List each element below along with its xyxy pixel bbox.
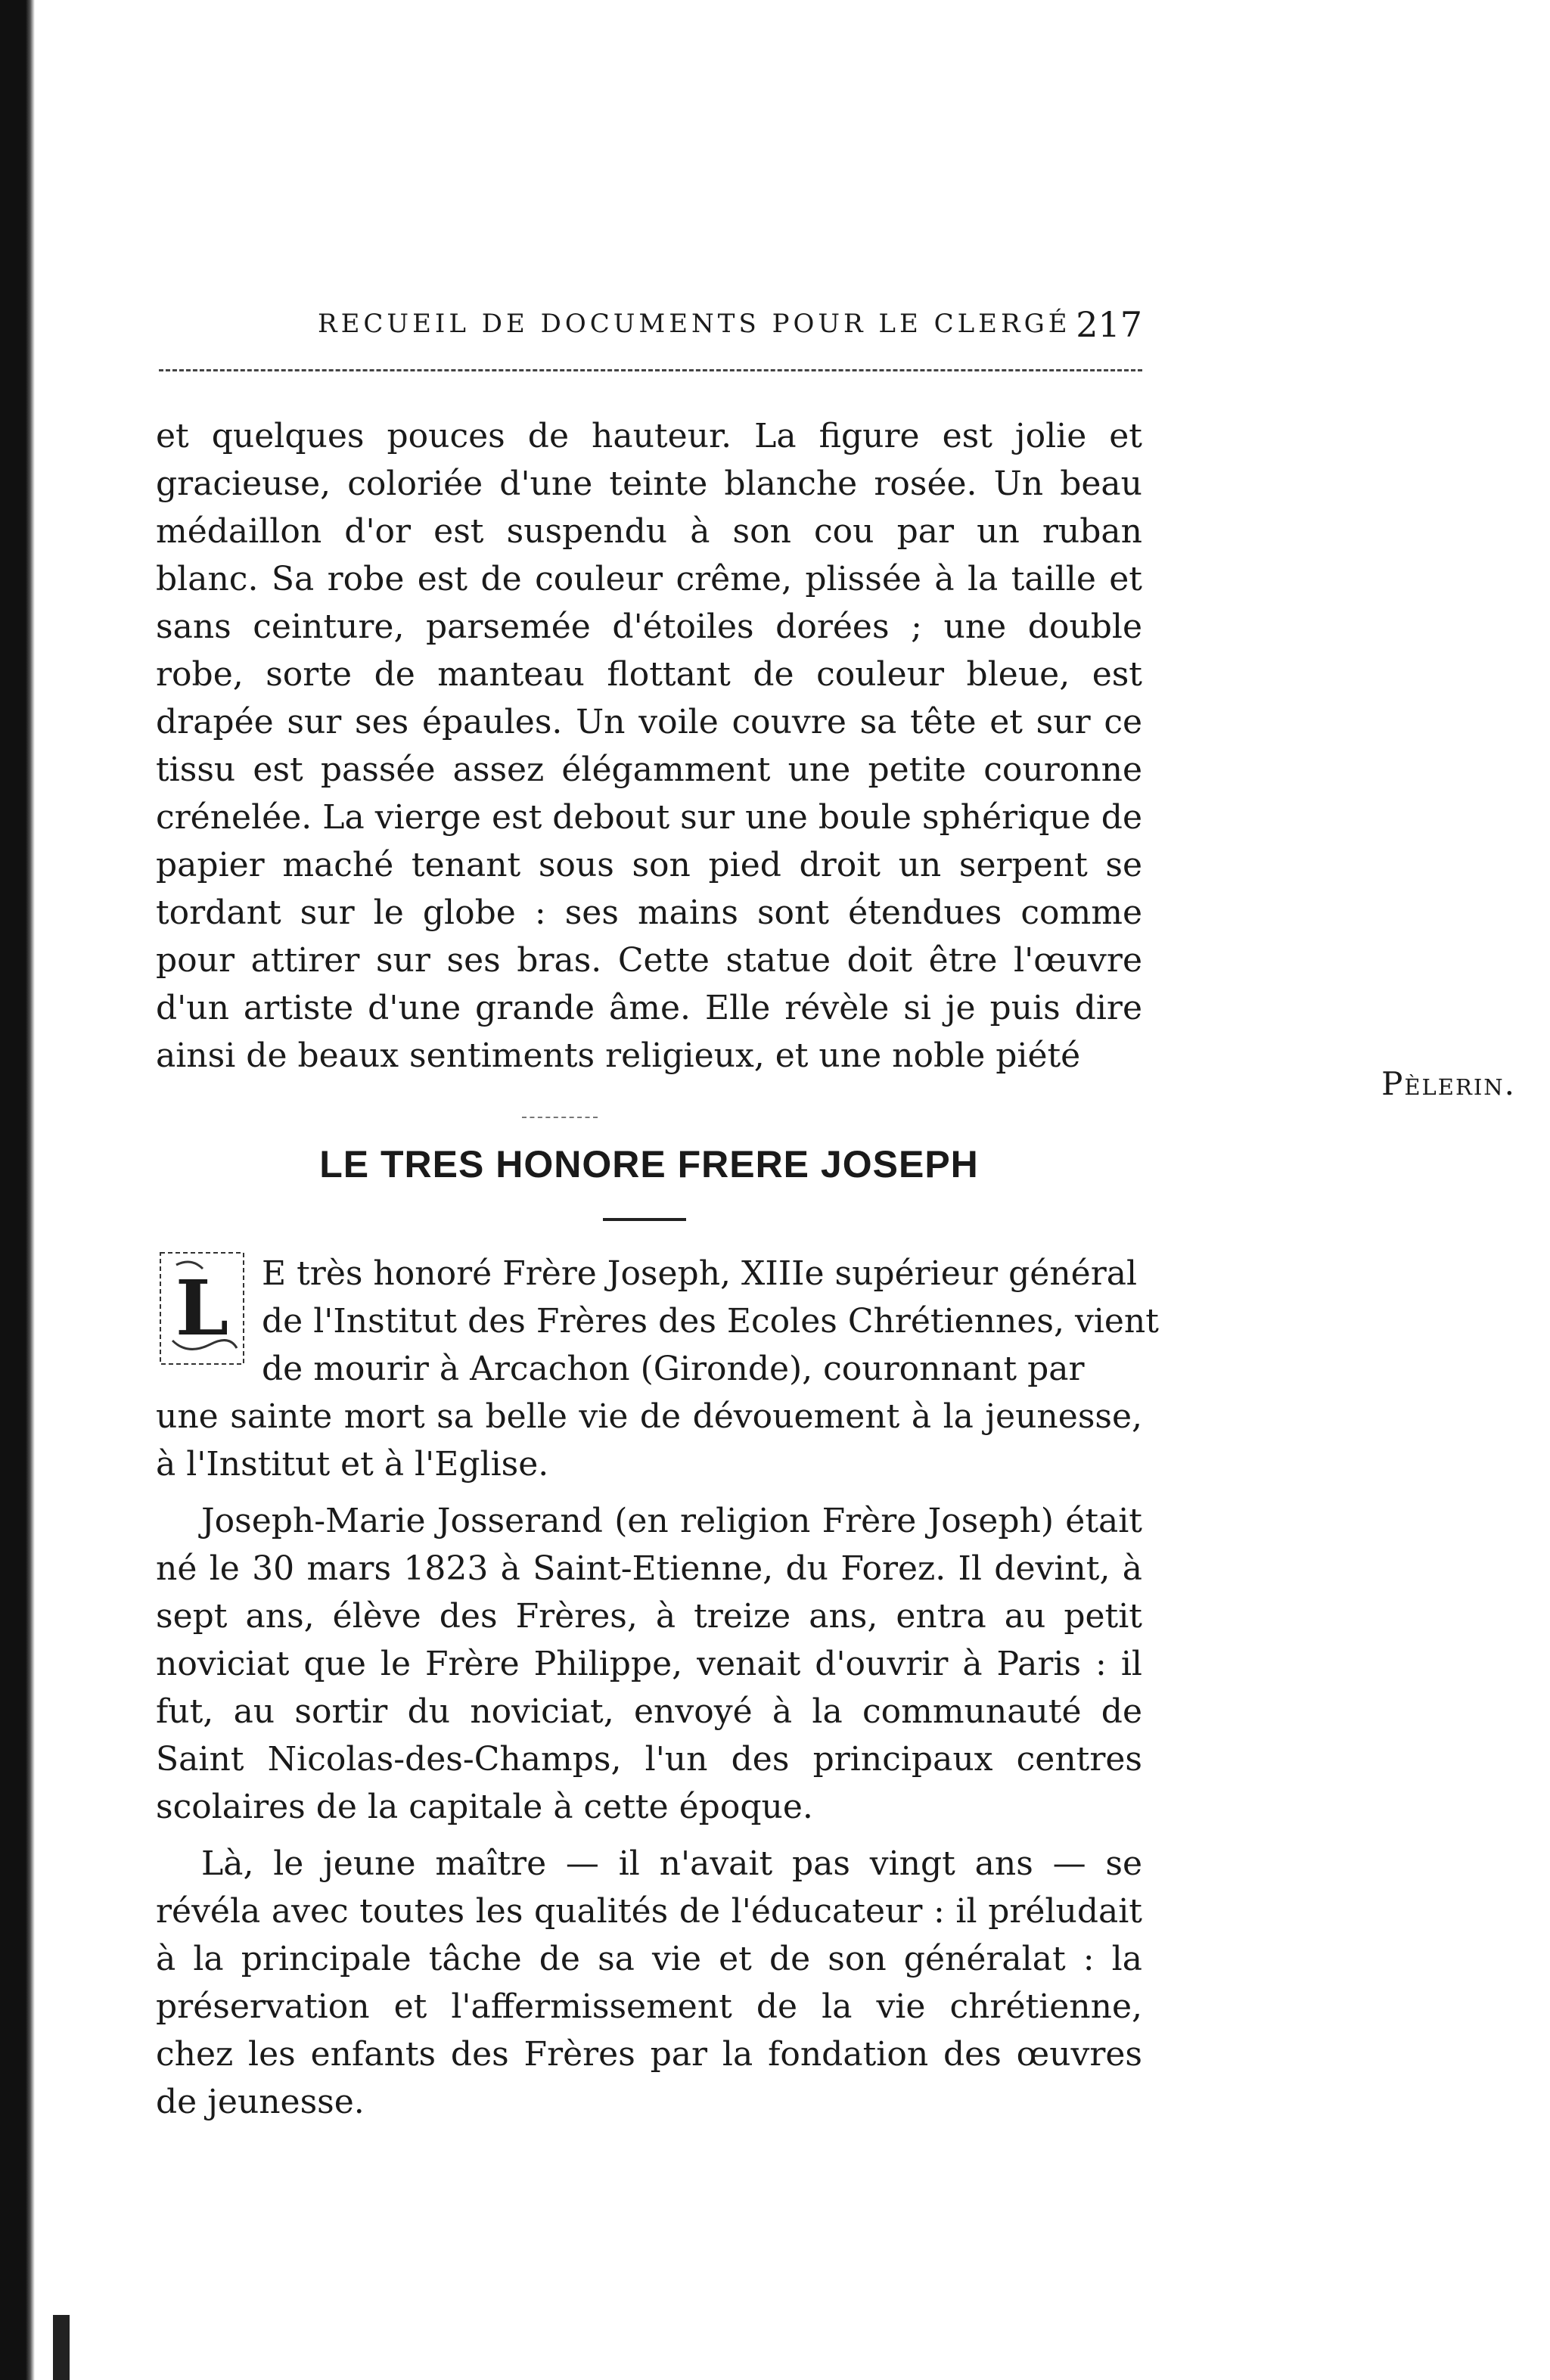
section-separator (522, 1117, 598, 1118)
intro-line: de l'Institut des Frères des Ecoles Chrétiennes, vient (262, 1302, 1159, 1341)
paragraph: Joseph-Marie Josserand (en religion Frère Joseph) était né le 30 mars 1823 à Saint-Etienne, du Forez. Il devint, à sept ans, élève des Frères, à treize ans, entra au petit noviciat que le Frère Philippe, venait d'ouvrir à Paris : il fut, au sortir du noviciat, envoyé à la communauté de Saint Nicolas-des-Champs, l'un des principaux centres scolaires de la capitale à cette époque. (156, 1502, 1142, 1826)
intro-line: E très honoré Frère Joseph, XIIIe supérieur général (262, 1254, 1138, 1293)
page-number: 217 (1076, 304, 1142, 345)
article-body (156, 1250, 1159, 2126)
scan-edge-mark (53, 2315, 70, 2380)
intro-line: de mourir à Arcachon (Gironde), couronnant par (262, 1350, 1085, 1388)
book-spine-edge (0, 0, 35, 2380)
section-title: LE TRES HONORE FRERE JOSEPH (319, 1143, 979, 1185)
dropcap-letter: L (175, 1263, 229, 1353)
signature: Pèlerin. (1381, 1065, 1516, 1102)
title-rule (603, 1218, 686, 1221)
paragraph: et quelques pouces de hauteur. La figure est jolie et gracieuse, coloriée d'une teinte blanche rosée. Un beau médaillon d'or est suspendu à son cou par un ruban blanc. Sa robe est de couleur crême, plissée à la taille et sans ceinture, parsemée d'étoiles dorées ; une double robe, sorte de manteau flottant de couleur bleue, est drapée sur ses épaules. Un voile couvre sa tête et sur ce tissu est passée assez élégamment une petite couronne crénelée. La vierge est debout sur une boule sphérique de papier maché tenant sous son pied droit un serpent se tordant sur le globe : ses mains sont étendues comme pour attirer sur ses bras. Cette statue doit être l'œuvre d'un artiste d'une grande âme. Elle révèle si je puis dire ainsi de beaux sentiments religieux, et une noble piété (156, 417, 1142, 1075)
running-head (318, 304, 1142, 345)
article-continuation (156, 412, 1142, 1080)
paragraph: une sainte mort sa belle vie de dévouement à la jeunesse, à l'Institut et à l'Eglise. (156, 1397, 1142, 1484)
running-title: RECUEIL DE DOCUMENTS POUR LE CLERGÉ (318, 309, 1071, 339)
header-rule (159, 369, 1142, 371)
paragraph: Là, le jeune maître — il n'avait pas vingt ans — se révéla avec toutes les qualités de l'éducateur : il préludait à la principale tâche de sa vie et de son généralat : la préservation et l'affermissement de la vie chrétienne, chez les enfants des Frères par la fondation des œuvres de jeunesse. (156, 1844, 1142, 2121)
